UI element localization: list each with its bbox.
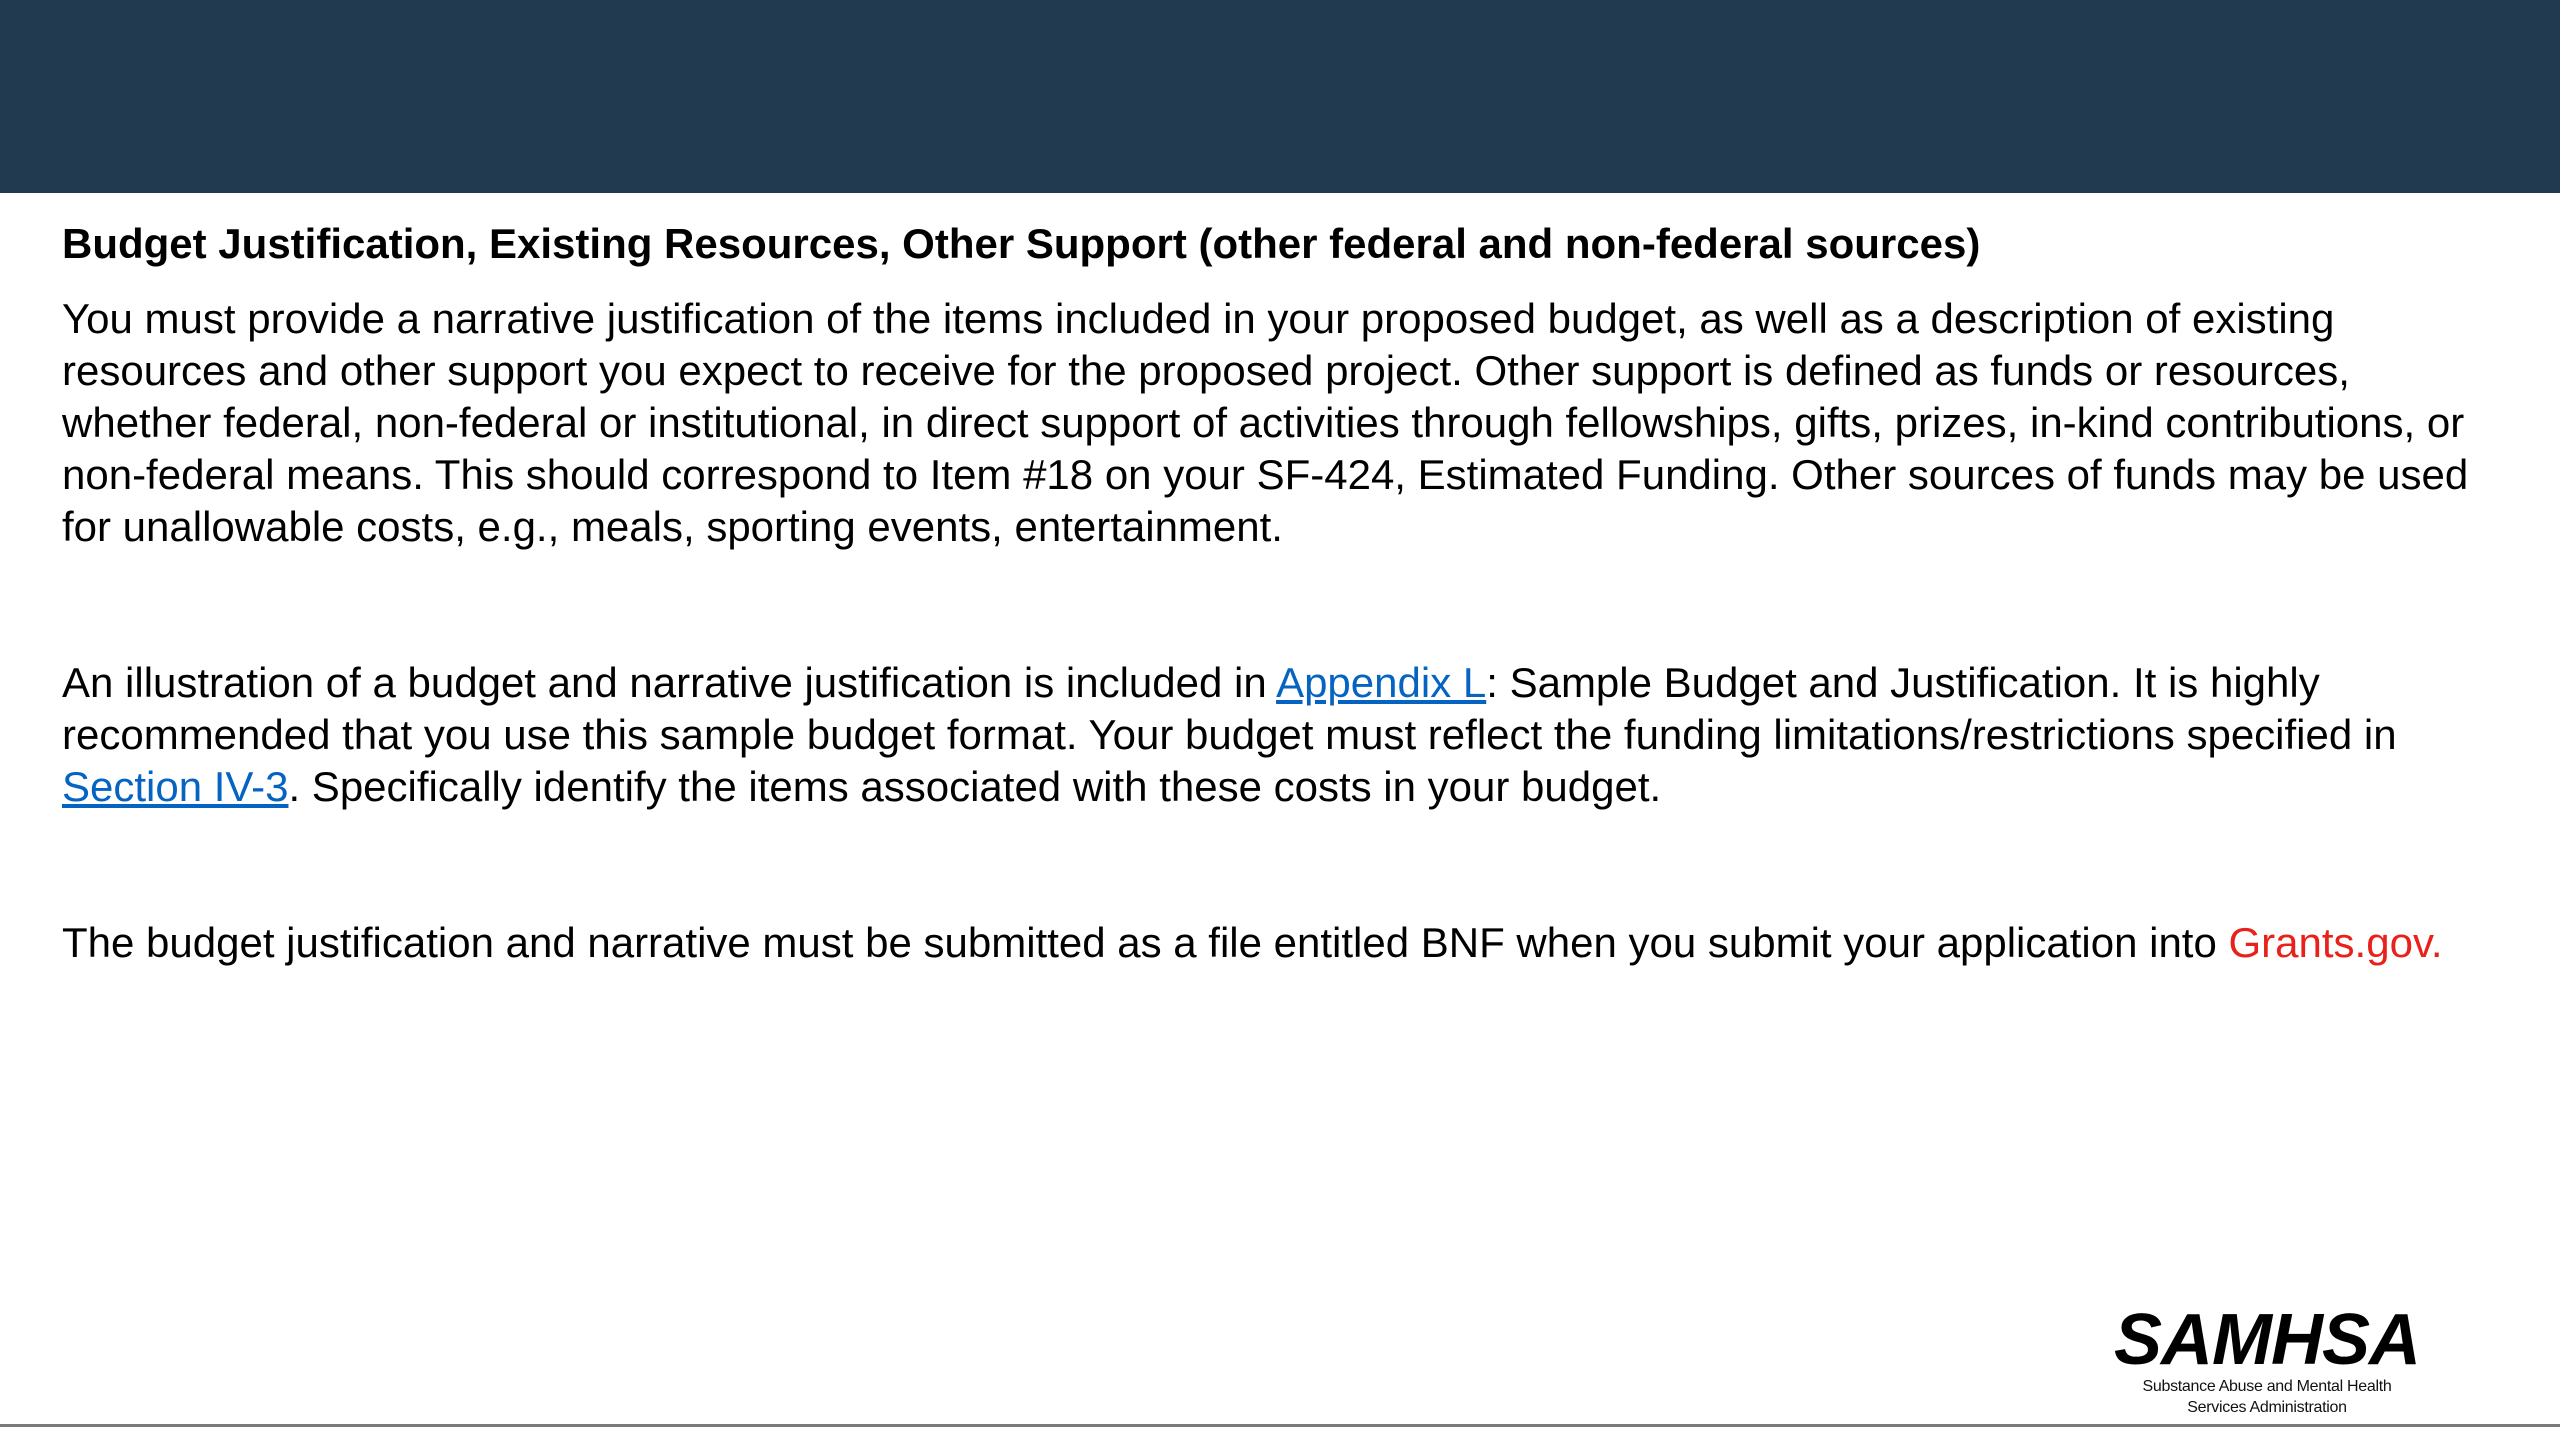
- paragraph-narrative-justification: You must provide a narrative justification of the items included in your proposed budget, as well as a description of existing resources and other support you expect to receive for the proposed project. Other support is defined as funds or resources, whether federal, non-federal or institutional, in direct support of activities through fellowships, gifts, prizes, in-kind contributions, or non-federal means. This should correspond to Item #18 on your SF-424, Estimated Funding. Other sources of funds may be used for unallowable costs, e.g., meals, sporting events, entertainment.: [62, 295, 2469, 550]
- slide-content: [62, 215, 2492, 969]
- paragraph-2-text-after-link: : Sample Budget and Justification. It is highly recommended that you use this sample budget format. Your budget must reflect the funding limitations/restrictions specified in: [62, 659, 2397, 758]
- bottom-divider: [0, 1424, 2560, 1427]
- section-iv-3-link[interactable]: Section IV-3: [62, 763, 289, 810]
- paragraph-2-text-end: . Specifically identify the items associated with these costs in your budget.: [288, 763, 1662, 810]
- samhsa-subtitle-line-2: Services Administration: [2187, 1399, 2347, 1416]
- appendix-l-link[interactable]: Appendix L: [1276, 659, 1487, 706]
- slide-heading: Budget Justification, Existing Resources, Other Support (other federal and non-federal sources): [62, 220, 1981, 267]
- paragraph-submission: [62, 917, 2492, 969]
- grants-gov-text: Grants.gov.: [2228, 919, 2443, 966]
- samhsa-subtitle-line-1: Substance Abuse and Mental Health: [2142, 1378, 2392, 1395]
- paragraph-3-text: The budget justification and narrative must be submitted as a file entitled BNF when you submit your application into: [62, 919, 2229, 966]
- samhsa-wordmark: SAMHSA: [2113, 1300, 2420, 1380]
- samhsa-logo: [2102, 1300, 2432, 1420]
- paragraph-2-text-before-link: An illustration of a budget and narrative justification is included in: [62, 659, 1277, 706]
- paragraph-illustration: [62, 657, 2492, 813]
- header-band: [0, 0, 2560, 193]
